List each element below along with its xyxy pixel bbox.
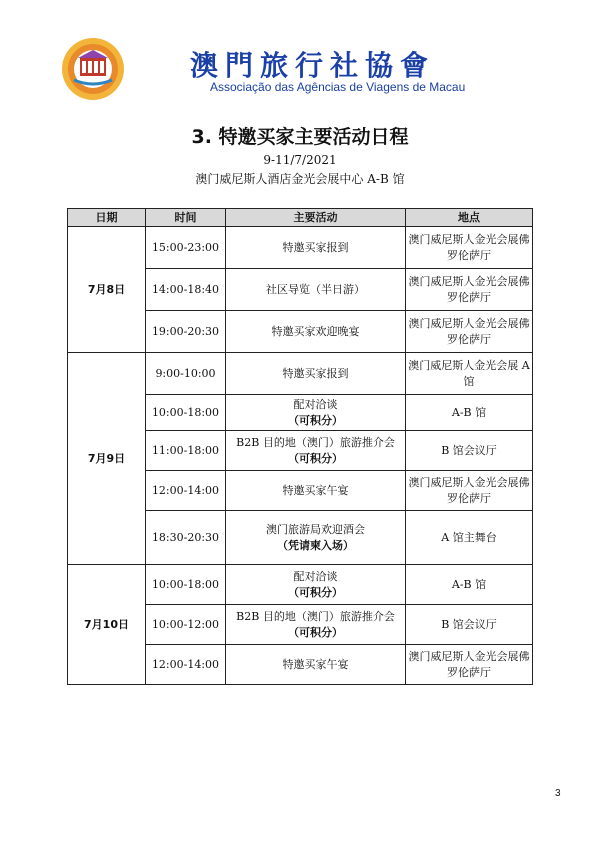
- location-line: 罗伦萨厅: [447, 665, 491, 679]
- time-cell: 14:00-18:40: [146, 269, 226, 311]
- activity-cell: [226, 645, 406, 685]
- activity-note: （可积分）: [288, 625, 343, 639]
- activity-cell: [226, 311, 406, 353]
- header-activity: 主要活动: [226, 209, 406, 227]
- location-line: 澳门威尼斯人金光会展佛: [408, 475, 530, 489]
- activity-cell: [226, 395, 406, 431]
- location-line: 罗伦萨厅: [447, 332, 491, 346]
- location-cell: [406, 269, 533, 311]
- date-cell: 7月9日: [68, 353, 146, 565]
- time-cell: 9:00-10:00: [146, 353, 226, 395]
- table-row: [68, 565, 533, 605]
- location-line: A 馆主舞台: [441, 530, 497, 544]
- table-row: [68, 227, 533, 269]
- time-cell: 10:00-18:00: [146, 565, 226, 605]
- time-cell: 10:00-12:00: [146, 605, 226, 645]
- schedule-table: [67, 208, 533, 685]
- activity-label: 澳门旅游局欢迎酒会: [266, 522, 365, 536]
- location-line: A-B 馆: [451, 405, 487, 419]
- location-line: 澳门威尼斯人金光会展佛: [408, 649, 530, 663]
- location-line: B 馆会议厅: [441, 617, 497, 631]
- location-cell: [406, 353, 533, 395]
- header-time: 时间: [146, 209, 226, 227]
- location-cell: [406, 511, 533, 565]
- location-cell: [406, 311, 533, 353]
- activity-label: 配对洽谈: [293, 569, 338, 583]
- location-line: 罗伦萨厅: [447, 491, 491, 505]
- location-line: B 馆会议厅: [441, 443, 497, 457]
- location-line: 罗伦萨厅: [447, 248, 491, 262]
- time-cell: 10:00-18:00: [146, 395, 226, 431]
- location-cell: [406, 431, 533, 471]
- location-line: A-B 馆: [451, 577, 487, 591]
- header-location: 地点: [406, 209, 533, 227]
- table-row: [68, 353, 533, 395]
- activity-cell: [226, 431, 406, 471]
- location-line: 罗伦萨厅: [447, 290, 491, 304]
- activity-label: 特邀买家午宴: [282, 483, 349, 497]
- location-line: 澳门威尼斯人金光会展佛: [408, 232, 530, 246]
- activity-cell: [226, 227, 406, 269]
- activity-label: B2B 目的地（澳门）旅游推介会: [236, 609, 395, 623]
- location-line: 澳门威尼斯人金光会展佛: [408, 316, 530, 330]
- activity-label: B2B 目的地（澳门）旅游推介会: [236, 435, 395, 449]
- location-cell: [406, 227, 533, 269]
- activity-note: （可积分）: [288, 413, 343, 427]
- location-cell: [406, 645, 533, 685]
- event-venue: 澳门威尼斯人酒店金光会展中心 A-B 馆: [195, 172, 405, 186]
- location-cell: [406, 605, 533, 645]
- location-cell: [406, 395, 533, 431]
- org-name-pt: Associação das Agências de Viagens de Macau: [210, 80, 466, 94]
- time-cell: 12:00-14:00: [146, 645, 226, 685]
- activity-label: 社区导览（半日游）: [266, 282, 365, 296]
- activity-note: （可积分）: [288, 451, 343, 465]
- activity-cell: [226, 565, 406, 605]
- location-line: 澳门威尼斯人金光会展佛: [408, 274, 530, 288]
- activity-note: （可积分）: [288, 585, 343, 599]
- location-line: 馆: [463, 374, 475, 388]
- activity-label: 特邀买家欢迎晚宴: [271, 324, 360, 338]
- activity-cell: [226, 471, 406, 511]
- activity-cell: [226, 511, 406, 565]
- association-logo-icon: [60, 36, 126, 102]
- activity-label: 特邀买家报到: [282, 366, 349, 380]
- activity-cell: [226, 353, 406, 395]
- activity-cell: [226, 605, 406, 645]
- location-line: 澳门威尼斯人金光会展 A: [408, 358, 530, 372]
- activity-note: （凭请柬入场）: [277, 538, 354, 552]
- time-cell: 11:00-18:00: [146, 431, 226, 471]
- section-title: 3. 特邀买家主要活动日程: [191, 126, 409, 148]
- date-cell: 7月10日: [68, 565, 146, 685]
- time-cell: 18:30-20:30: [146, 511, 226, 565]
- event-dates: 9-11/7/2021: [263, 153, 337, 167]
- org-name-zh: 澳門旅行社協會: [190, 49, 436, 82]
- time-cell: 19:00-20:30: [146, 311, 226, 353]
- table-header-row: [68, 209, 533, 227]
- time-cell: 12:00-14:00: [146, 471, 226, 511]
- header-date: 日期: [68, 209, 146, 227]
- location-cell: [406, 565, 533, 605]
- location-cell: [406, 471, 533, 511]
- activity-label: 特邀买家午宴: [282, 657, 349, 671]
- activity-cell: [226, 269, 406, 311]
- time-cell: 15:00-23:00: [146, 227, 226, 269]
- page-number: 3: [555, 788, 561, 799]
- date-cell: 7月8日: [68, 227, 146, 353]
- activity-label: 特邀买家报到: [282, 240, 349, 254]
- activity-label: 配对洽谈: [293, 397, 338, 411]
